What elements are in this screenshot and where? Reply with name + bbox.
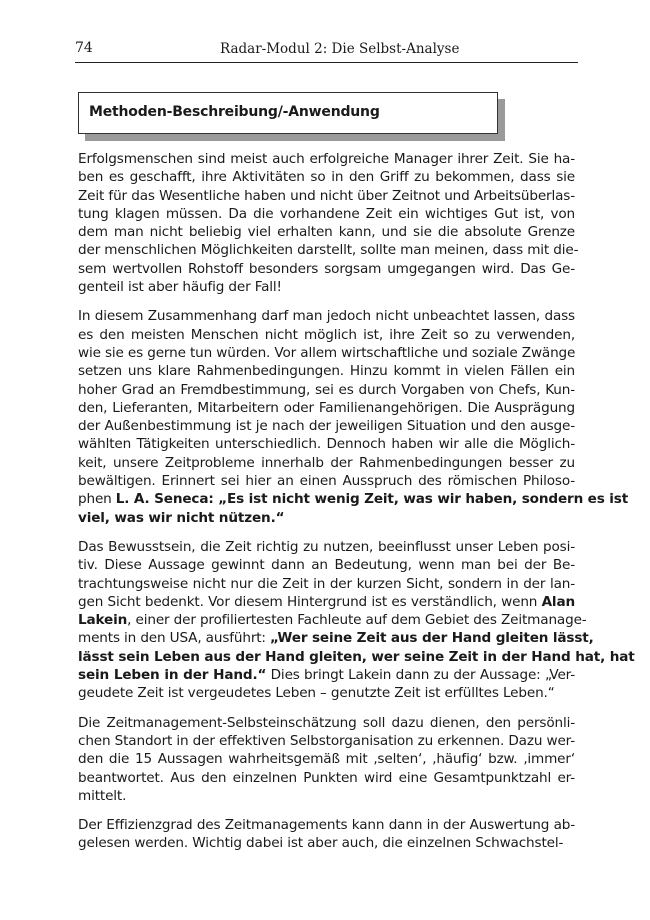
bold-text: Alan — [541, 593, 575, 610]
text-line — [78, 666, 575, 684]
text-segment: phen — [78, 491, 116, 508]
text-segment: Dies bringt Lakein dann zu der Aussage: „Ver- — [266, 667, 575, 684]
text-line — [78, 435, 575, 453]
text-line — [78, 344, 575, 362]
paragraph — [78, 538, 635, 703]
text-line — [78, 278, 575, 296]
text-line — [78, 362, 575, 380]
page-number: 74 — [75, 40, 93, 56]
text-segment: In diesem Zusammenhang darf man jedoch nicht unbeachtet lassen, dass — [78, 308, 575, 325]
text-line — [78, 454, 575, 472]
text-segment: den, Lieferanten, Mitarbeitern oder Familienangehörigen. Die Ausprägung — [78, 399, 575, 416]
text-line — [78, 629, 594, 647]
text-segment: es den meisten Menschen nicht möglich ist, ihre Zeit so zu verwenden, — [78, 326, 575, 343]
text-segment: hoher Grad an Fremdbestimmung, sei es durch Vorgaben von Chefs, Kun- — [78, 381, 575, 398]
text-segment: Der Effizienzgrad des Zeitmanagements kann dann in der Auswertung ab- — [78, 817, 575, 834]
text-line — [78, 260, 575, 278]
text-line — [78, 714, 575, 732]
text-segment: keit, unsere Zeitprobleme innerhalb der Rahmenbedingungen besser zu — [78, 454, 575, 471]
text-line — [78, 150, 575, 168]
text-segment: ments in den USA, ausführt: — [78, 630, 271, 647]
text-segment: sem wertvollen Rohstoff besonders sorgsam umgegangen wird. Das Ge- — [78, 260, 575, 277]
text-segment: mittelt. — [78, 787, 127, 804]
bold-text: Lakein — [78, 612, 128, 629]
text-segment: den die 15 Aussagen wahrheitsgemäß mit ‚selten‘, ‚häufig‘ bzw. ‚immer‘ — [78, 751, 575, 768]
text-segment: ben es geschafft, ihre Aktivitäten so in den Griff zu bekommen, dass sie — [78, 169, 575, 186]
text-line — [78, 750, 575, 768]
text-line — [78, 223, 575, 241]
text-segment: , einer der profiliertesten Fachleute auf dem Gebiet des Zeitmanage- — [127, 612, 587, 629]
text-segment: Die Zeitmanagement-Selbsteinschätzung soll dazu dienen, den persönli- — [78, 714, 575, 731]
text-segment: trachtungsweise nicht nur die Zeit in der kurzen Sicht, sondern in der lan- — [78, 575, 575, 592]
text-segment: wählten Tätigkeiten unterschiedlich. Dennoch haben wir alle die Möglich- — [78, 436, 575, 453]
running-title: Radar-Modul 2: Die Selbst-Analyse — [220, 41, 460, 57]
text-line — [78, 307, 575, 325]
text-line — [78, 205, 575, 223]
text-line — [78, 684, 575, 702]
text-segment: geudete Zeit ist vergeudetes Leben – genutzte Zeit ist erfülltes Leben.“ — [78, 685, 555, 702]
body-text — [78, 150, 635, 864]
text-segment: Erfolgsmenschen sind meist auch erfolgreiche Manager ihrer Zeit. Sie ha- — [78, 151, 575, 167]
bold-text: lässt sein Leben aus der Hand gleiten, wer seine Zeit in der Hand hat, hat — [78, 648, 635, 665]
text-segment: dem man nicht beliebig viel erhalten kann, und sie die absolute Grenze — [78, 224, 575, 241]
text-segment: der Außenbestimmung ist je nach der jeweiligen Situation und den ausge- — [78, 418, 575, 435]
text-segment: gelesen werden. Wichtig dabei ist aber auch, die einzelnen Schwachstel- — [78, 835, 564, 852]
text-segment: der menschlichen Möglichkeiten darstellt, sollte man meinen, dass mit die- — [78, 242, 579, 259]
text-segment: beantwortet. Aus den einzelnen Punkten wird eine Gesamtpunktzahl er- — [78, 769, 575, 786]
text-line — [78, 399, 575, 417]
text-line — [78, 648, 635, 666]
text-line — [78, 611, 587, 629]
section-title: Methoden-Beschreibung/-Anwendung — [89, 104, 380, 120]
text-line — [78, 556, 575, 574]
text-segment: Zeit für das Wesentliche haben und nicht über Zeitnot und Arbeitsüberlas- — [78, 187, 575, 204]
text-segment: chen Standort in der effektiven Selbstorganisation zu erkennen. Dazu wer- — [78, 732, 575, 749]
text-segment: gen Sicht bedenkt. Vor diesem Hintergrund ist es verständlich, wenn — [78, 593, 542, 610]
text-segment: tung klagen müssen. Da die vorhandene Zeit ein wichtiges Gut ist, von — [78, 205, 575, 222]
text-line — [78, 593, 575, 611]
text-line — [78, 241, 579, 259]
bold-text: „Wer seine Zeit aus der Hand gleiten lässt, — [270, 630, 594, 647]
text-line — [78, 326, 575, 344]
bold-text: L. A. Seneca: „Es ist nicht wenig Zeit, was wir haben, sondern es ist — [115, 491, 629, 508]
text-line — [78, 417, 575, 435]
text-segment: wie sie es gerne tun würden. Vor allem wirtschaftliche und soziale Zwänge — [78, 344, 576, 361]
section-heading-box — [78, 92, 498, 134]
text-line — [78, 787, 575, 805]
text-line — [78, 834, 575, 852]
paragraph — [78, 816, 575, 853]
text-segment: setzen uns klare Rahmenbedingungen. Hinzu kommt in vielen Fällen ein — [78, 363, 575, 380]
text-line — [78, 538, 575, 556]
text-segment: Das Bewusstsein, die Zeit richtig zu nutzen, beeinflusst unser Leben posi- — [78, 538, 575, 555]
paragraph — [78, 714, 575, 805]
text-line — [78, 769, 575, 787]
bold-text: viel, was wir nicht nützen.“ — [78, 509, 285, 526]
paragraph — [78, 150, 579, 296]
text-line — [78, 575, 575, 593]
text-line — [78, 381, 575, 399]
text-segment: tiv. Diese Aussage gewinnt dann an Bedeutung, wenn man bei der Be- — [78, 557, 575, 574]
text-line — [78, 732, 575, 750]
text-line — [78, 168, 575, 186]
page-header — [75, 40, 578, 63]
text-line — [78, 490, 629, 508]
text-line — [78, 509, 575, 527]
text-line — [78, 187, 575, 205]
bold-text: sein Leben in der Hand.“ — [78, 667, 267, 684]
text-segment: bewältigen. Erinnert sei hier an einen Ausspruch des römischen Philoso- — [78, 473, 575, 490]
text-line — [78, 472, 575, 490]
text-line — [78, 816, 575, 834]
text-segment: genteil ist aber häufig der Fall! — [78, 279, 282, 296]
paragraph — [78, 307, 629, 527]
